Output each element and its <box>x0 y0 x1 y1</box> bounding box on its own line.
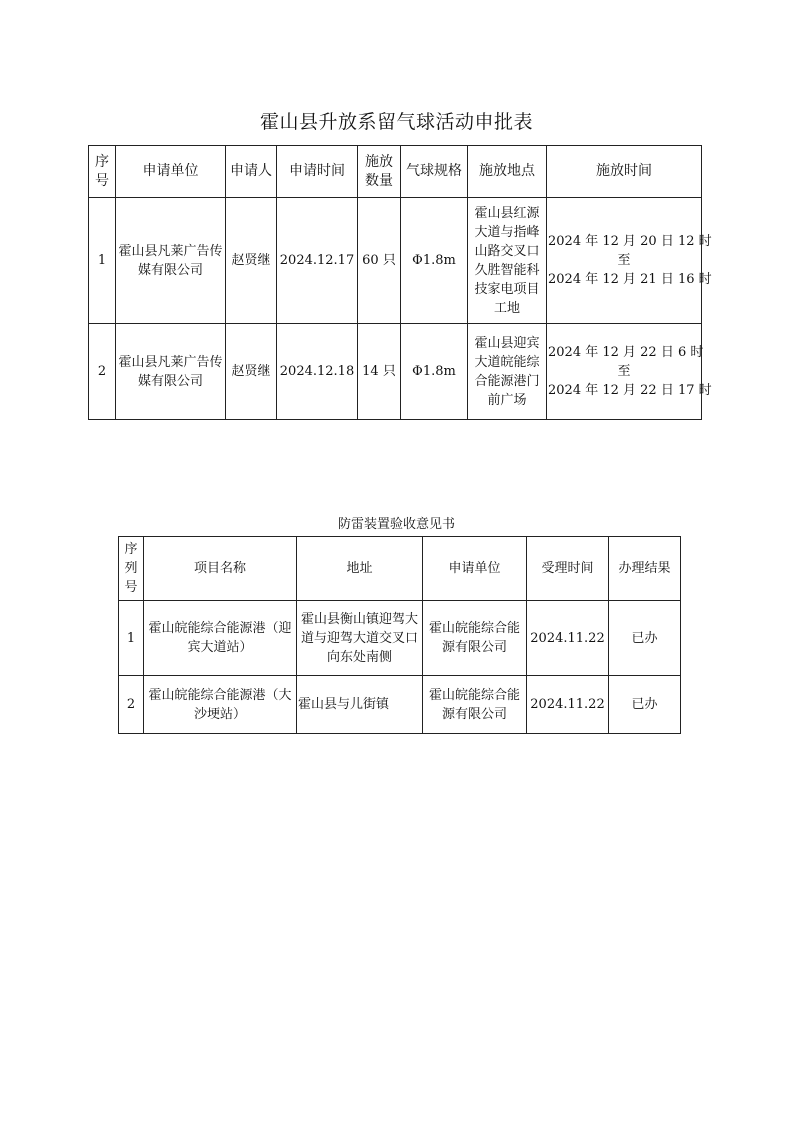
cell-time <box>547 324 712 420</box>
cell-unit: 霍山皖能综合能源有限公司 <box>423 676 527 734</box>
table-row <box>119 601 681 676</box>
header-location: 施放地点 <box>468 146 547 198</box>
time-end: 2024 年 12 月 22 日 17 时 <box>548 383 712 398</box>
cell-address: 霍山县与儿街镇 <box>297 676 423 734</box>
header-date: 申请时间 <box>277 146 358 198</box>
balloon-approval-table <box>88 145 712 420</box>
cell-no: 2 <box>89 324 116 420</box>
cell-date: 2024.11.22 <box>527 676 609 734</box>
header-applicant: 申请人 <box>226 146 277 198</box>
cell-spec: Φ1.8m <box>401 198 468 324</box>
table-row <box>89 198 702 324</box>
cell-result: 已办 <box>609 601 681 676</box>
cell-location: 霍山县迎宾大道皖能综合能源港门前广场 <box>468 324 547 420</box>
cell-unit: 霍山皖能综合能源有限公司 <box>423 601 527 676</box>
cell-location: 霍山县红源大道与指峰山路交叉口久胜智能科技家电项目工地 <box>468 198 547 324</box>
time-start: 2024 年 12 月 20 日 12 时 <box>548 234 712 249</box>
cell-unit: 霍山县凡莱广告传媒有限公司 <box>116 324 226 420</box>
header-unit: 申请单位 <box>423 537 527 601</box>
header-date: 受理时间 <box>527 537 609 601</box>
table-row <box>119 676 681 734</box>
table-header-row <box>89 146 702 198</box>
cell-applicant: 赵贤继 <box>226 324 277 420</box>
cell-qty: 14 只 <box>358 324 401 420</box>
cell-date: 2024.12.18 <box>277 324 358 420</box>
cell-applicant: 赵贤继 <box>226 198 277 324</box>
header-unit: 申请单位 <box>116 146 226 198</box>
cell-no: 1 <box>89 198 116 324</box>
header-spec: 气球规格 <box>401 146 468 198</box>
table-row <box>89 324 702 420</box>
balloon-table-title: 霍山县升放系留气球活动申批表 <box>259 111 533 133</box>
table-header-row <box>119 537 681 601</box>
cell-date: 2024.11.22 <box>527 601 609 676</box>
time-start: 2024 年 12 月 22 日 6 时 <box>548 345 704 360</box>
header-project: 项目名称 <box>144 537 297 601</box>
cell-no: 1 <box>119 601 144 676</box>
cell-date: 2024.12.17 <box>277 198 358 324</box>
cell-unit: 霍山县凡莱广告传媒有限公司 <box>116 198 226 324</box>
time-to: 至 <box>617 364 631 379</box>
header-result: 办理结果 <box>609 537 681 601</box>
lightning-acceptance-table <box>118 536 681 734</box>
cell-qty: 60 只 <box>358 198 401 324</box>
header-no: 序号 <box>89 146 116 198</box>
cell-spec: Φ1.8m <box>401 324 468 420</box>
cell-time <box>547 198 712 324</box>
cell-address: 霍山县衡山镇迎驾大道与迎驾大道交叉口向东处南侧 <box>297 601 423 676</box>
cell-result: 已办 <box>609 676 681 734</box>
header-address: 地址 <box>297 537 423 601</box>
header-time: 施放时间 <box>547 146 702 198</box>
cell-no: 2 <box>119 676 144 734</box>
header-qty: 施放数量 <box>358 146 401 198</box>
time-end: 2024 年 12 月 21 日 16 时 <box>548 272 712 287</box>
header-no: 序列号 <box>119 537 144 601</box>
lightning-table-title: 防雷装置验收意见书 <box>337 517 455 532</box>
time-to: 至 <box>617 253 631 268</box>
cell-project: 霍山皖能综合能源港（大沙埂站） <box>144 676 297 734</box>
cell-project: 霍山皖能综合能源港（迎宾大道站） <box>144 601 297 676</box>
